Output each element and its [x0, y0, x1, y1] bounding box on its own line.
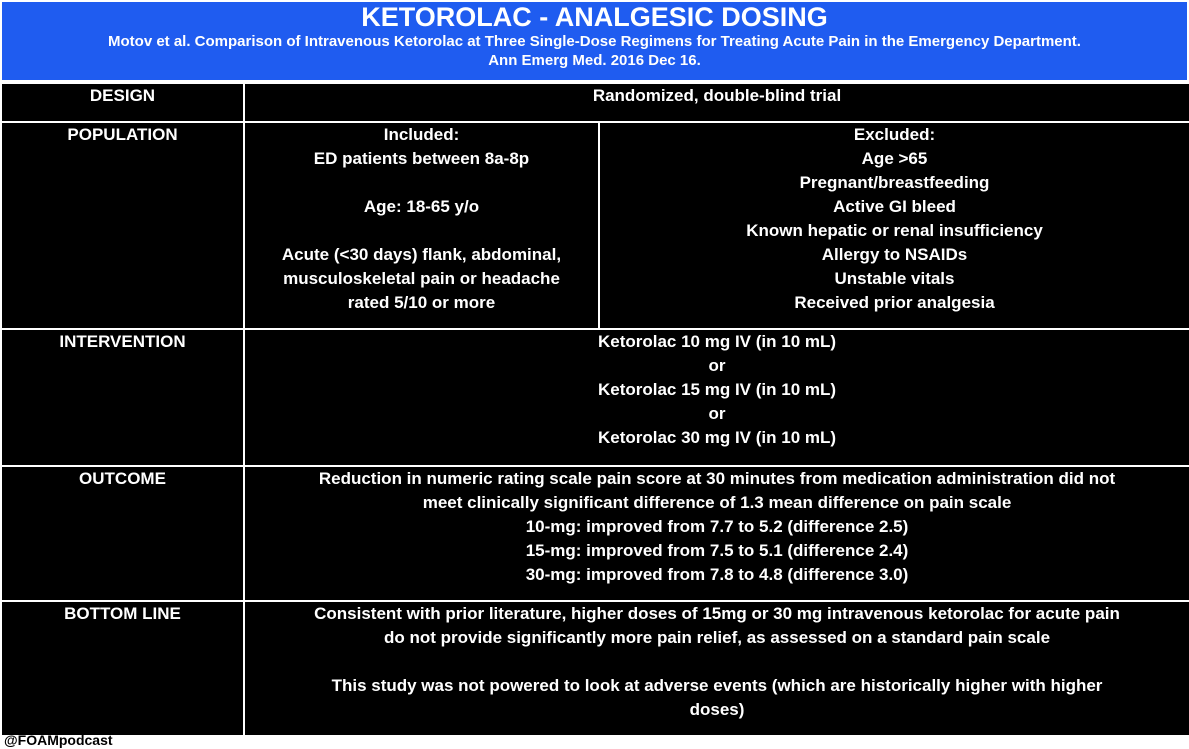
excluded-criteria	[599, 122, 1189, 329]
outcome-line: 10-mg: improved from 7.7 to 5.2 (difference 2.5)	[525, 517, 909, 536]
citation-line-2: Ann Emerg Med. 2016 Dec 16.	[488, 52, 701, 69]
bottom-line-value	[244, 601, 1189, 736]
intervention-value	[244, 329, 1189, 466]
footer-handle: @FOAMpodcast	[4, 732, 113, 748]
included-heading: Included:	[383, 125, 460, 144]
page-title: KETOROLAC - ANALGESIC DOSING	[361, 2, 828, 32]
bottom-line-text: do not provide significantly more pain relief, as assessed on a standard pain scale	[383, 628, 1051, 647]
design-value: Randomized, double-blind trial	[244, 83, 1189, 122]
excluded-item: Active GI bleed	[833, 197, 956, 216]
excluded-heading: Excluded:	[853, 125, 936, 144]
excluded-item: Allergy to NSAIDs	[821, 245, 968, 264]
bottom-line-text: This study was not powered to look at adverse events (which are historically higher with higher	[331, 676, 1103, 695]
excluded-item: Unstable vitals	[834, 269, 955, 288]
spacer	[251, 219, 592, 243]
excluded-item: Pregnant/breastfeeding	[799, 173, 990, 192]
bottom-line-text: Consistent with prior literature, higher doses of 15mg or 30 mg intravenous ketorolac for acute pain	[314, 604, 1120, 623]
spacer	[251, 650, 1183, 674]
design-row	[1, 83, 1189, 122]
outcome-line: 30-mg: improved from 7.8 to 4.8 (difference 3.0)	[525, 565, 909, 584]
header-banner	[0, 0, 1189, 82]
outcome-line: Reduction in numeric rating scale pain score at 30 minutes from medication administration did not	[318, 469, 1116, 488]
included-item: Age: 18-65 y/o	[363, 197, 480, 216]
included-item: Acute (<30 days) flank, abdominal,	[281, 245, 562, 264]
population-row	[1, 122, 1189, 329]
spacer	[251, 171, 592, 195]
excluded-item: Known hepatic or renal insufficiency	[746, 221, 1043, 240]
intervention-line: Ketorolac 30 mg IV (in 10 mL)	[597, 428, 837, 447]
outcome-line: meet clinically significant difference of 1.3 mean difference on pain scale	[422, 493, 1012, 512]
intervention-line: or	[708, 404, 726, 423]
excluded-item: Age >65	[861, 149, 928, 168]
excluded-item: Received prior analgesia	[794, 293, 995, 312]
intervention-line: or	[708, 356, 726, 375]
summary-table	[0, 82, 1189, 737]
intervention-line: Ketorolac 10 mg IV (in 10 mL)	[597, 332, 837, 351]
intervention-row	[1, 329, 1189, 466]
included-item: ED patients between 8a-8p	[313, 149, 530, 168]
outcome-label: OUTCOME	[1, 466, 244, 601]
included-item: musculoskeletal pain or headache	[283, 269, 560, 288]
included-item: rated 5/10 or more	[347, 293, 496, 312]
design-label: DESIGN	[1, 83, 244, 122]
intervention-label: INTERVENTION	[1, 329, 244, 466]
population-label: POPULATION	[1, 122, 244, 329]
included-criteria	[244, 122, 599, 329]
outcome-row	[1, 466, 1189, 601]
citation-line-1: Motov et al. Comparison of Intravenous Ketorolac at Three Single-Dose Regimens for Treating Acute Pain in the Emergency Department.	[108, 33, 1081, 50]
bottom-line-label: BOTTOM LINE	[1, 601, 244, 736]
bottom-line-row	[1, 601, 1189, 736]
intervention-line: Ketorolac 15 mg IV (in 10 mL)	[597, 380, 837, 399]
outcome-line: 15-mg: improved from 7.5 to 5.1 (difference 2.4)	[525, 541, 909, 560]
citation	[2, 32, 1187, 70]
outcome-value	[244, 466, 1189, 601]
bottom-line-text: doses)	[689, 700, 745, 719]
